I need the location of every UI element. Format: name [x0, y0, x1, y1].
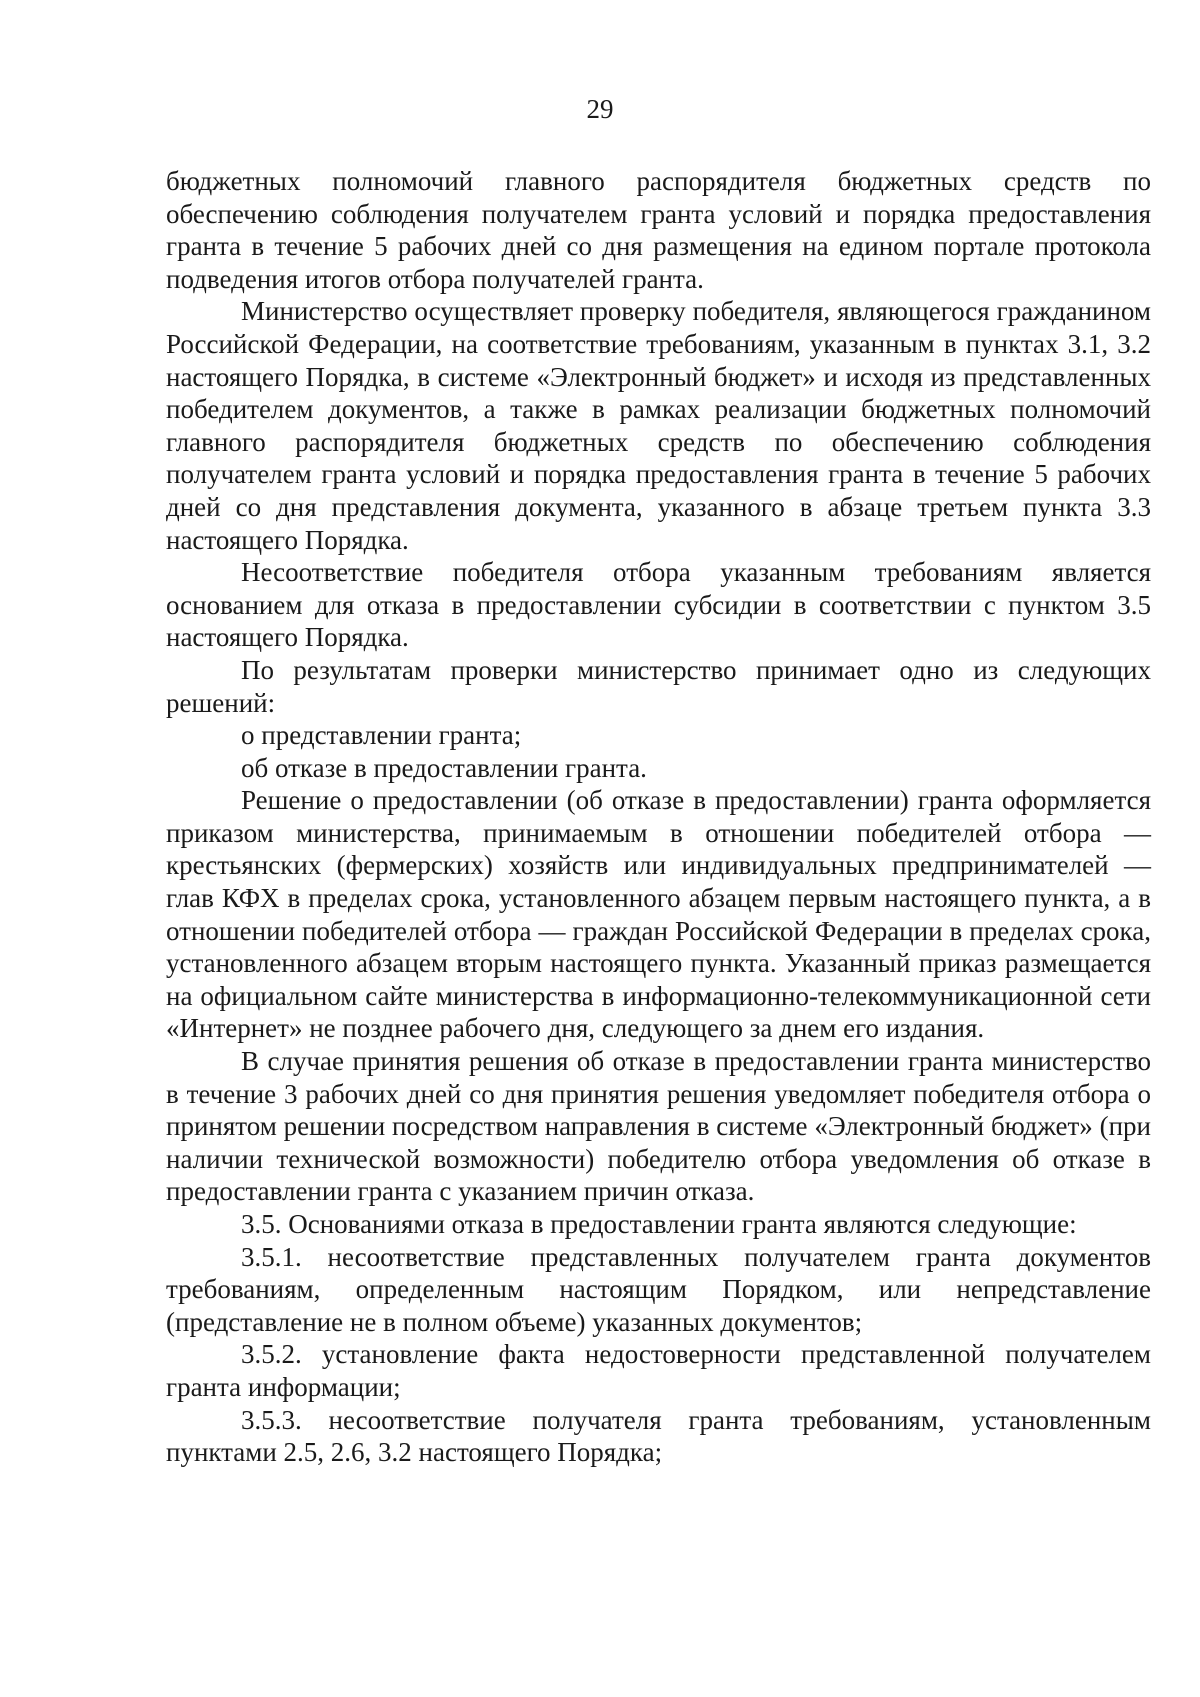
paragraph: об отказе в предоставлении гранта.: [241, 752, 647, 783]
document-body: [166, 165, 1151, 1469]
page-number: 29: [586, 94, 614, 124]
paragraph: 3.5.1. несоответствие представленных получателем гранта документов требованиям, определенным настоящим Порядком, или непредставление (представление не в полном объеме) указанных документов;: [166, 1241, 1151, 1337]
paragraph: 3.5.3. несоответствие получателя гранта требованиям, установленным пунктами 2.5, 2.6, 3.2 настоящего Порядка;: [166, 1404, 1151, 1468]
paragraph: Министерство осуществляет проверку победителя, являющегося гражданином Российской Федерации, на соответствие требованиям, указанным в пунктах 3.1, 3.2 настоящего Порядка, в системе «Электронный бюджет» и исходя из представленных победителем документов, а также в рамках реализации бюджетных полномочий главного распорядителя бюджетных средств по обеспечению соблюдения получателем гранта условий и порядка предоставления гранта в течение 5 рабочих дней со дня представления документа, указанного в абзаце третьем пункта 3.3 настоящего Порядка.: [166, 296, 1151, 555]
paragraph: По результатам проверки министерство принимает одно из следующих решений:: [166, 654, 1151, 718]
paragraph: бюджетных полномочий главного распорядителя бюджетных средств по обеспечению соблюдения получателем гранта условий и порядка предоставления гранта в течение 5 рабочих дней со дня размещения на едином портале протокола подведения итогов отбора получателей гранта.: [166, 166, 1151, 294]
paragraph: Решение о предоставлении (об отказе в предоставлении) гранта оформляется приказом министерства, принимаемым в отношении победителей отбора — крестьянских (фермерских) хозяйств или индивидуальных предпринимателей — глав КФХ в пределах срока, установленного абзацем первым настоящего пункта, а в отношении победителей отбора — граждан Российской Федерации в пределах срока, установленного абзацем вторым настоящего пункта. Указанный приказ размещается на официальном сайте министерства в информационно-телекоммуникационной сети «Интернет» не позднее рабочего дня, следующего за днем его издания.: [166, 785, 1151, 1044]
paragraph: 3.5. Основаниями отказа в предоставлении гранта являются следующие:: [241, 1209, 1077, 1239]
paragraph: о представлении гранта;: [241, 720, 522, 751]
paragraph: 3.5.2. установление факта недостоверности представленной получателем гранта информации;: [166, 1339, 1151, 1402]
paragraph: В случае принятия решения об отказе в предоставлении гранта министерство в течение 3 рабочих дней со дня принятия решения уведомляет победителя отбора о принятом решении посредством направления в системе «Электронный бюджет» (при наличии технической возможности) победителю отбора уведомления об отказе в предоставлении гранта с указанием причин отказа.: [166, 1046, 1151, 1207]
paragraph: Несоответствие победителя отбора указанным требованиям является основанием для отказа в предоставлении субсидии в соответствии с пунктом 3.5 настоящего Порядка.: [166, 557, 1151, 653]
